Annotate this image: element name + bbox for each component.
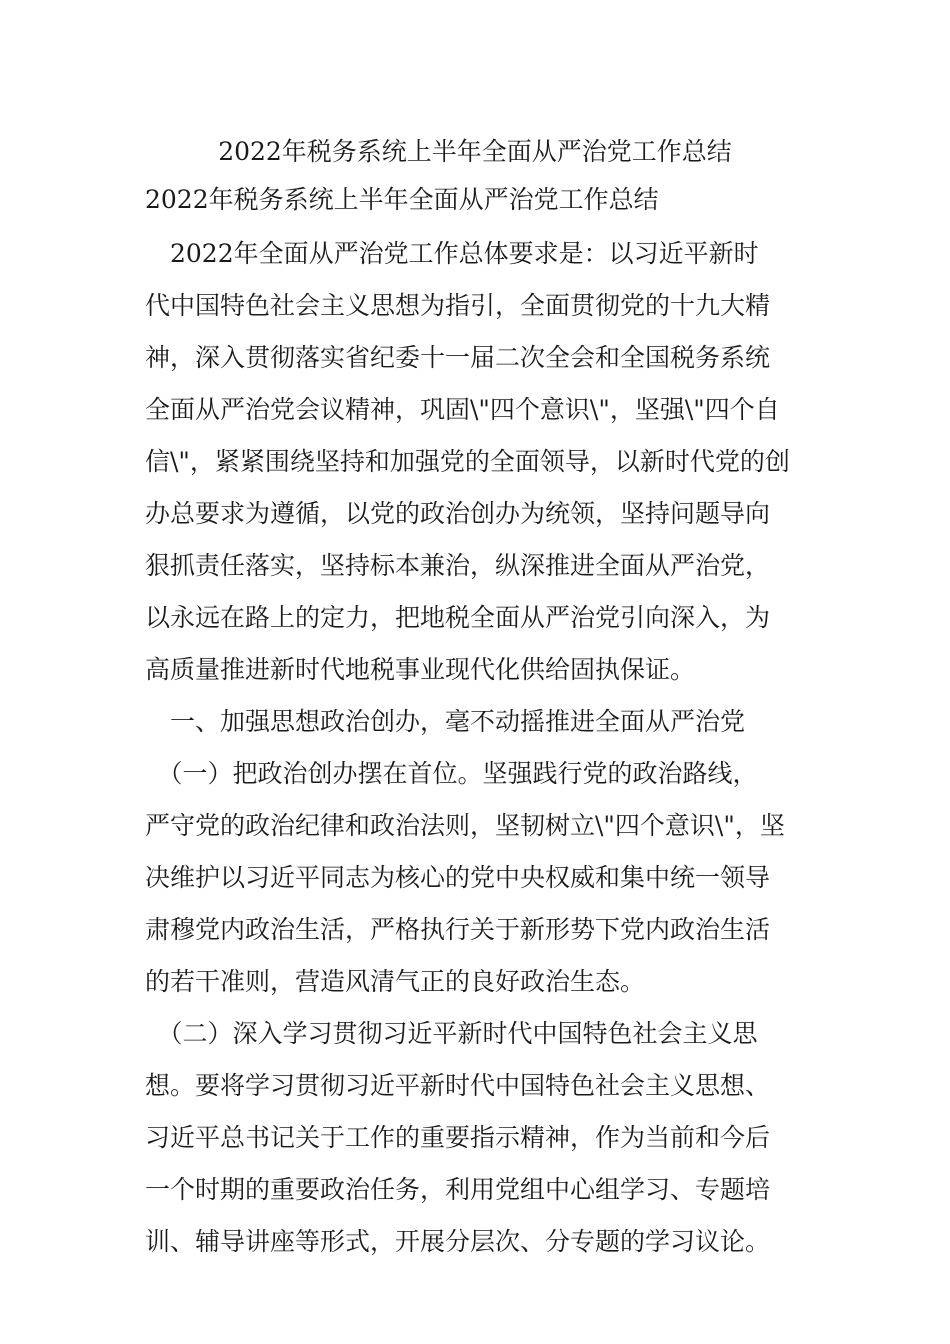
paragraph-line: 训、辅导讲座等形式，开展分层次、分专题的学习议论。 [145, 1227, 771, 1256]
paragraph-line: 办总要求为遵循，以党的政治创办为统领，坚持问题导向 [145, 499, 771, 528]
paragraph-line: 以永远在路上的定力，把地税全面从严治党引向深入，为 [145, 603, 771, 632]
paragraph-line: 决维护以习近平同志为核心的党中央权威和集中统一领导 [145, 863, 771, 892]
paragraph-line: 的若干准则，营造风清气正的良好政治生态。 [145, 967, 646, 996]
paragraph-line: 一个时期的重要政治任务，利用党组中心组学习、专题培 [145, 1175, 771, 1204]
paragraph-line: 全面从严治党会议精神，巩固\"四个意识\"，坚强\"四个自 [145, 395, 780, 424]
section-heading: 一、加强思想政治创办，毫不动摇推进全面从严治党 [145, 707, 746, 736]
paragraph-line: 肃穆党内政治生活，严格执行关于新形势下党内政治生活 [145, 915, 771, 944]
paragraph-line: 想。要将学习贯彻习近平新时代中国特色社会主义思想、 [145, 1071, 771, 1100]
paragraph-line: （二）深入学习贯彻习近平新时代中国特色社会主义思 [145, 1019, 758, 1048]
document-title: 2022年税务系统上半年全面从严治党工作总结 [218, 137, 732, 166]
paragraph-line: （一）把政治创办摆在首位。坚强践行党的政治路线， [145, 759, 758, 788]
paragraph-line: 神，深入贯彻落实省纪委十一届二次全会和全国税务系统 [145, 343, 771, 372]
paragraph-line: 2022年全面从严治党工作总体要求是：以习近平新时 [145, 239, 759, 268]
paragraph-line: 代中国特色社会主义思想为指引，全面贯彻党的十九大精 [145, 291, 771, 320]
paragraph-line: 信\"，紧紧围绕坚持和加强党的全面领导，以新时代党的创 [145, 447, 790, 476]
paragraph-line: 严守党的政治纪律和政治法则，坚韧树立\"四个意识\"，坚 [145, 811, 785, 840]
paragraph-line: 习近平总书记关于工作的重要指示精神，作为当前和今后 [145, 1123, 771, 1152]
document-subtitle: 2022年税务系统上半年全面从严治党工作总结 [145, 185, 659, 214]
paragraph-line: 高质量推进新时代地税事业现代化供给固执保证。 [145, 655, 696, 684]
paragraph-line: 狠抓责任落实，坚持标本兼治，纵深推进全面从严治党， [145, 551, 771, 580]
